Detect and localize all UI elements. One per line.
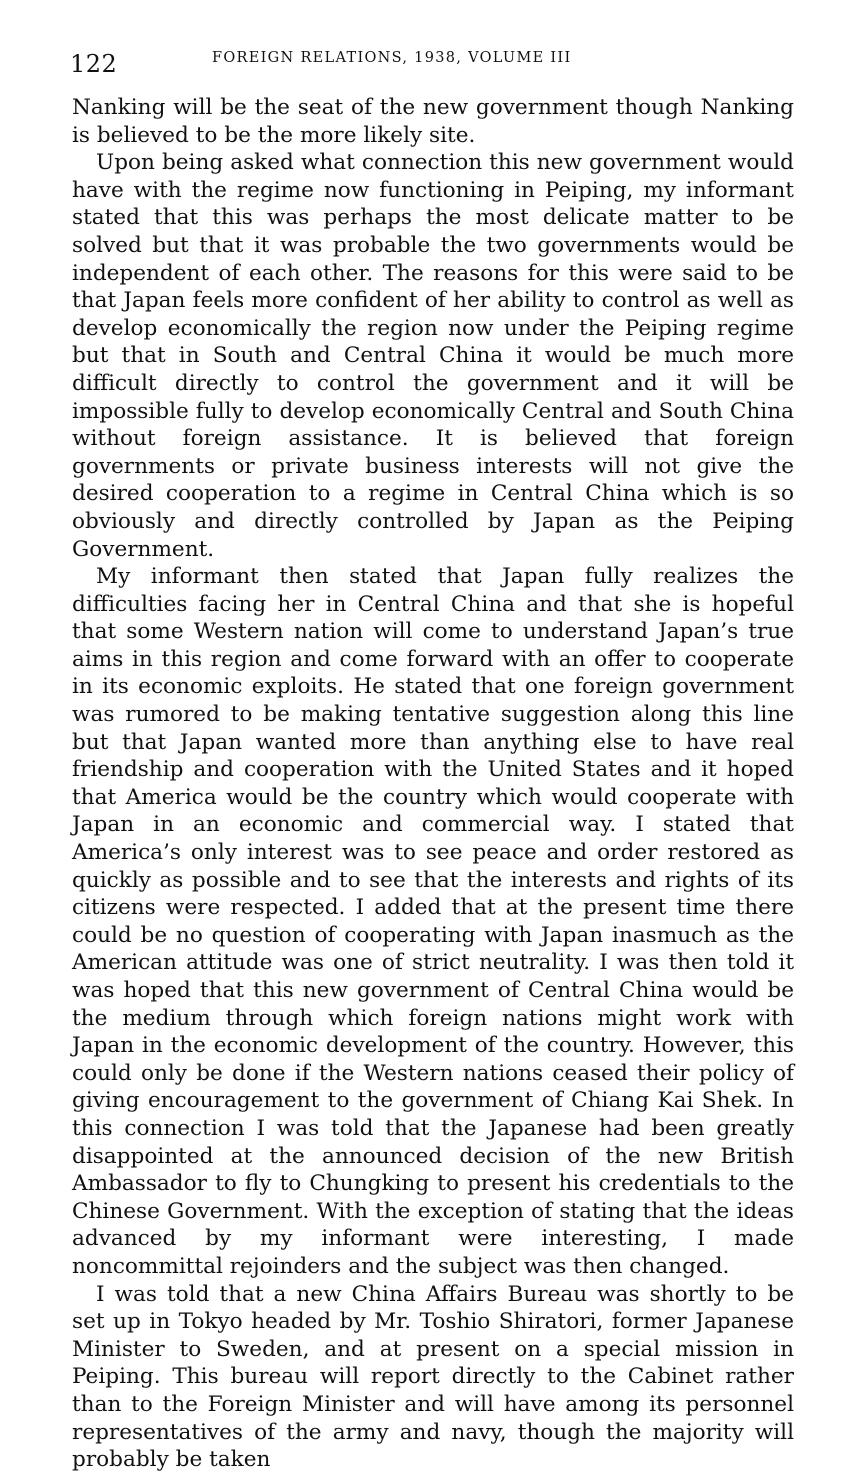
paragraph-new-government-relation: Upon being asked what connection this new government would have with the regime now functioning in Peiping, my informant stated that this was perhaps the most delicate matter to be solved but that it was probable the two governments would be independent of each other. The reasons for this were said to be that Japan feels more confident of her ability to control as well as develop economically the region now under the Peiping regime but that in South and Central China it would be much more difficult directly to control the government and it will be impossible fully to develop economically Central and South China without foreign assistance. It is believed that foreign governments or private business interests will not give the desired cooperation to a regime in Central China which is so obviously and directly controlled by Japan as the Peiping Government. (72, 150, 794, 562)
document-page (72, 44, 794, 1474)
paragraph-japan-cooperation: My informant then stated that Japan fully realizes the difficulties facing her in Central China and that she is hopeful that some Western nation will come to understand Japan’s true aims in this region and come forward with an offer to cooperate in its economic exploits. He stated that one foreign government was rumored to be making tentative suggestion along this line but that Japan wanted more than anything else to have real friendship and cooperation with the United States and it hoped that America would be the country which would cooperate with Japan in an economic and commercial way. I stated that America’s only interest was to see peace and order restored as quickly as possible and to see that the interests and rights of its citizens were respected. I added that at the present time there could be no question of cooperating with Japan inasmuch as the American attitude was one of strict neutrality. I was then told it was hoped that this new government of Central China would be the medium through which foreign nations might work with Japan in the economic development of the country. However, this could only be done if the Western nations ceased their policy of giving encouragement to the government of Chiang Kai Shek. In this connection I was told that the Japanese had been greatly disappointed at the announced decision of the new British Ambassador to fly to Chungking to present his credentials to the Chinese Government. With the exception of stating that the ideas advanced by my informant were interesting, I made noncommittal rejoinders and the subject was then changed. (72, 564, 794, 1279)
paragraph-continuation: Nanking will be the seat of the new government though Nanking is believed to be the more likely site. (72, 95, 794, 148)
page-number: 122 (70, 50, 118, 78)
running-head: FOREIGN RELATIONS, 1938, VOLUME III (212, 50, 572, 66)
paragraph-china-affairs-bureau: I was told that a new China Affairs Bureau was shortly to be set up in Tokyo headed by Mr. Toshio Shiratori, former Japanese Minister to Sweden, and at present on a special mission in Peiping. This bureau will report directly to the Cabinet rather than to the Foreign Minister and will have among its personnel representatives of the army and navy, though the majority will probably be taken (72, 1281, 794, 1473)
body-text (72, 94, 794, 1474)
page-header (72, 44, 794, 80)
